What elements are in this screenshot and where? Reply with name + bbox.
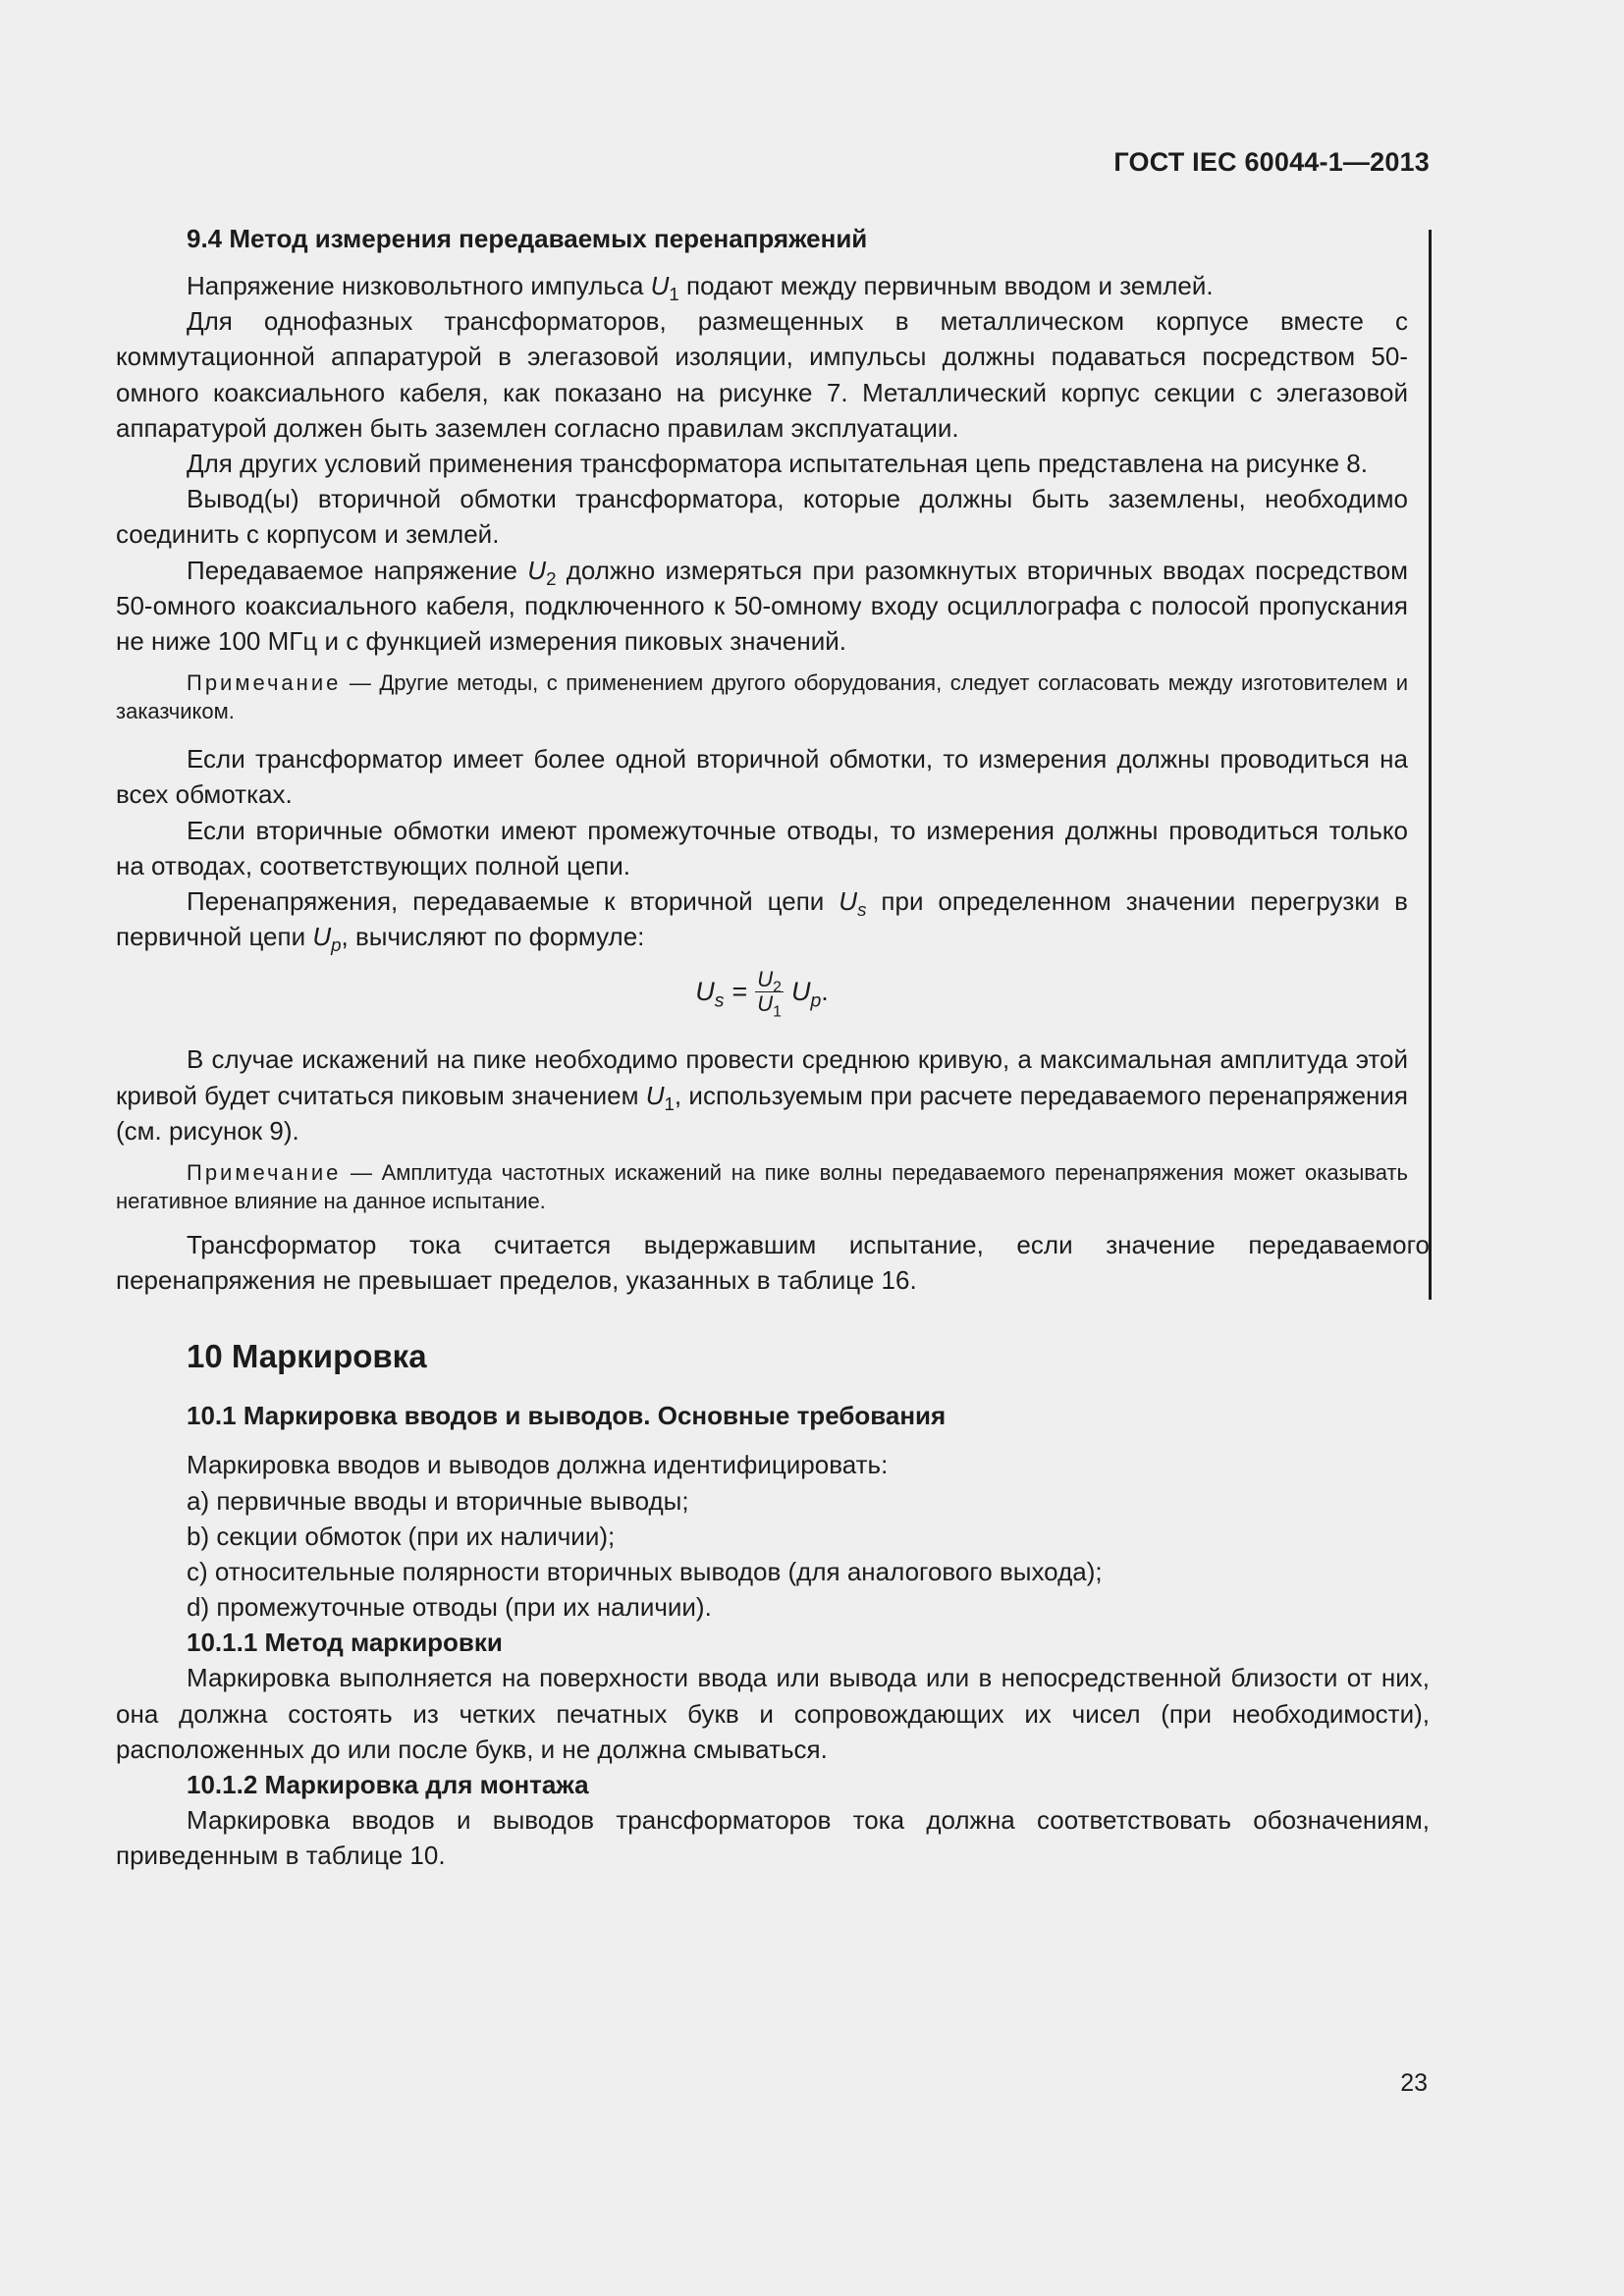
variable: U (757, 991, 774, 1017)
variable: U (312, 922, 332, 952)
text: Передаваемое напряжение (187, 555, 528, 585)
paragraph (116, 268, 1408, 303)
marking-list (116, 1483, 1430, 1626)
paragraph: Трансформатор тока считается выдержавшим испытание, если значение передаваемого перенапряжения не превышает пределов, указанных в таблице 16. (116, 1230, 1430, 1296)
section-10 (116, 1337, 1430, 1873)
document-code-header: ГОСТ IEC 60044-1—2013 (1113, 147, 1430, 177)
formula-lhs (695, 977, 725, 1012)
subscript: 1 (664, 1093, 675, 1114)
section-10-1-heading: 10.1 Маркировка вводов и выводов. Основные требования (187, 1401, 947, 1431)
subscript: s (857, 899, 867, 921)
variable: U (790, 977, 811, 1007)
note (116, 1158, 1408, 1215)
period: . (821, 977, 829, 1007)
paragraph: Если трансформатор имеет более одной вторичной обмотки, то измерения должны проводиться на всех обмотках. (116, 744, 1408, 810)
text: , вычисляют по формуле: (341, 922, 645, 952)
variable: U (527, 555, 547, 585)
subscript: p (810, 989, 822, 1012)
paragraph: Вывод(ы) вторичной обмотки трансформатора, которые должны быть заземлены, необходимо соединить с корпусом и землей. (116, 484, 1408, 550)
paragraph: Если вторичные обмотки имеют промежуточные отводы, то измерения должны проводиться только на отводах, соответствующих полной цепи. (116, 815, 1408, 881)
variable: U (650, 271, 670, 300)
text: должно измеряться при разомкнутых вторичных вводах посредством 50-омного коаксиального кабеля, подключенного к 50-омному входу осциллографа с полосой пропускания не ниже 100 МГц и с функцией измерения пиковых значений. (116, 555, 1408, 657)
list-item: d) промежуточные отводы (при их наличии). (187, 1592, 712, 1623)
formula (116, 967, 1408, 1021)
note-text: — Другие методы, с применением другого оборудования, следует согласовать между изготовителем и заказчиком. (116, 670, 1408, 724)
paragraph (116, 883, 1408, 954)
fraction-denominator (757, 991, 782, 1021)
paragraph: Для однофазных трансформаторов, размещенных в металлическом корпусе вместе с коммутационной аппаратурой в элегазовой изоляции, импульсы должны подаваться посредством 50-омного коаксиального кабеля, как показано на рисунке 7. Металлический корпус секции с элегазовой аппаратурой должен быть заземлен согласно правилам эксплуатации. (116, 306, 1408, 443)
fraction (755, 967, 784, 1021)
list-item: b) секции обмоток (при их наличии); (187, 1521, 616, 1551)
formula-rhs (790, 977, 829, 1012)
text: при определенном значении перегрузки в первичной цепи (116, 886, 1408, 952)
paragraph: Маркировка вводов и выводов должна идентифицировать: (187, 1450, 889, 1480)
subscript: 1 (773, 1003, 782, 1021)
paragraph (116, 553, 1408, 660)
note-label: Примечание (187, 1160, 342, 1186)
list-item: a) первичные вводы и вторичные выводы; (187, 1485, 689, 1516)
variable: U (695, 977, 715, 1007)
note-label: Примечание (187, 670, 342, 696)
section-9-4 (116, 221, 1408, 1215)
section-10-heading: 10 Маркировка (187, 1338, 427, 1375)
subscript: 1 (669, 284, 679, 305)
text: Перенапряжения, передаваемые к вторичной цепи (187, 886, 839, 917)
subscript: s (714, 989, 725, 1012)
note-text: — Амплитуда частотных искажений на пике волны передаваемого перенапряжения может оказывать негативное влияние на данное испытание. (116, 1160, 1408, 1214)
text: подают между первичным вводом и землей. (678, 271, 1214, 300)
section-9-4-heading: 9.4 Метод измерения передаваемых перенапряжений (187, 224, 868, 253)
paragraph (116, 1041, 1408, 1148)
variable: U (839, 886, 858, 917)
fraction-numerator (755, 967, 784, 996)
variable: U (757, 967, 774, 992)
page-content (116, 221, 1430, 1874)
section-10-1-1-heading: 10.1.1 Метод маркировки (187, 1628, 503, 1658)
subscript: p (331, 934, 342, 956)
text: Напряжение низковольтного импульса (187, 271, 651, 300)
paragraph: Маркировка вводов и выводов трансформаторов тока должна соответствовать обозначениям, приведенным в таблице 10. (116, 1805, 1430, 1871)
section-10-1-2-heading: 10.1.2 Маркировка для монтажа (187, 1770, 589, 1800)
variable: U (645, 1080, 665, 1110)
subscript: 2 (546, 567, 557, 589)
note (116, 668, 1408, 725)
text: В случае искажений на пике необходимо провести среднюю кривую, а максимальная амплитуда этой кривой будет считаться пиковым значением (116, 1044, 1408, 1110)
subscript: 2 (773, 979, 782, 996)
page-number: 23 (1400, 2069, 1428, 2097)
paragraph: Маркировка выполняется на поверхности ввода или вывода или в непосредственной близости от них, она должна состоять из четких печатных букв и сопровождающих их чисел (при необходимости), расположенных до или после букв, и не должна смываться. (116, 1663, 1430, 1764)
list-item: c) относительные полярности вторичных выводов (для аналогового выхода); (187, 1557, 1103, 1587)
paragraph: Для других условий применения трансформатора испытательная цепь представлена на рисунке 8. (187, 449, 1368, 479)
text: , используемым при расчете передаваемого перенапряжения (см. рисунок 9). (116, 1080, 1408, 1146)
equals-sign: = (731, 977, 748, 1007)
